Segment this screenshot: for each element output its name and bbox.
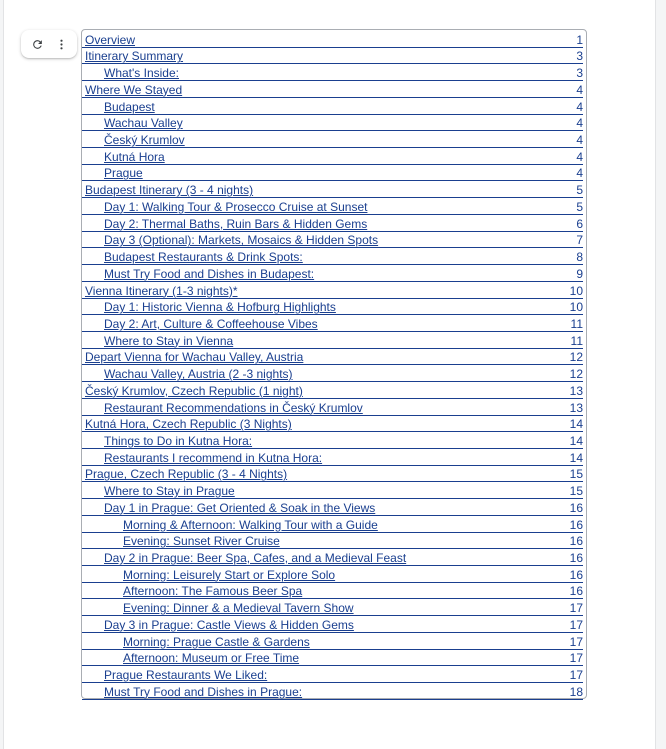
toc-entry[interactable] <box>82 466 583 483</box>
toc-entry[interactable] <box>82 416 583 433</box>
toc-entry[interactable] <box>82 432 583 449</box>
toc-entry-title[interactable]: Vienna Itinerary (1-3 nights)* <box>85 283 238 298</box>
toc-entry-title[interactable]: Prague Restaurants We Liked: <box>104 668 268 683</box>
toc-entry-title[interactable]: Český Krumlov, Czech Republic (1 night) <box>85 383 303 398</box>
toc-entry[interactable] <box>82 449 583 466</box>
toc-entry[interactable] <box>82 48 583 65</box>
toc-entry[interactable] <box>82 98 583 115</box>
more-vert-icon <box>55 38 68 51</box>
toc-entry-title[interactable]: Things to Do in Kutna Hora: <box>104 433 253 448</box>
toc-entry[interactable] <box>82 382 583 399</box>
toc-entry-title[interactable]: Where to Stay in Vienna <box>104 333 234 348</box>
toc-entry[interactable] <box>82 115 583 132</box>
toc-entry[interactable] <box>82 666 583 683</box>
toc-entry[interactable] <box>82 516 583 533</box>
toc-entry-title[interactable]: Day 2: Art, Culture & Coffeehouse Vibes <box>104 316 318 331</box>
toc-entry[interactable] <box>82 165 583 182</box>
toc-entry-title[interactable]: Day 1: Historic Vienna & Hofburg Highlights <box>104 300 336 315</box>
toc-entry[interactable] <box>82 332 583 349</box>
toc-entry-page-number[interactable]: 17 <box>569 634 583 649</box>
toc-entry-title[interactable]: Restaurant Recommendations in Český Krumlov <box>104 400 363 415</box>
toc-entry-page-number[interactable]: 16 <box>569 567 583 582</box>
toc-entry-page-number[interactable]: 5 <box>576 183 583 198</box>
toc-entry[interactable] <box>82 633 583 650</box>
toc-entry-title[interactable]: Where to Stay in Prague <box>104 484 235 499</box>
toc-entry-title[interactable]: Day 1 in Prague: Get Oriented & Soak in the Views <box>104 500 376 515</box>
toc-entry[interactable] <box>82 198 583 215</box>
toc-entry[interactable] <box>82 315 583 332</box>
toc-entry[interactable] <box>82 583 583 600</box>
toc-entry[interactable] <box>82 349 583 366</box>
toc-entry[interactable] <box>82 549 583 566</box>
toc-entry-page-number[interactable]: 15 <box>569 467 583 482</box>
document-page <box>3 0 656 749</box>
toc-entry-title[interactable]: Prague, Czech Republic (3 - 4 Nights) <box>85 467 288 482</box>
toc-entry-page-number[interactable]: 12 <box>569 367 583 382</box>
toc-entry-title[interactable]: Wachau Valley <box>104 116 183 131</box>
toc-entry[interactable] <box>82 499 583 516</box>
toc-entry[interactable] <box>82 215 583 232</box>
toc-entry-page-number[interactable]: 16 <box>569 551 583 565</box>
toc-entry-page-number[interactable]: 4 <box>576 116 583 131</box>
toc-entry-page-number[interactable]: 5 <box>576 199 583 214</box>
toc-entry[interactable] <box>82 131 583 148</box>
toc-entry-page-number[interactable]: 1 <box>576 32 583 47</box>
toc-entry-page-number[interactable]: 4 <box>576 82 583 97</box>
toc-entry-page-number[interactable]: 16 <box>569 584 583 599</box>
toc-entry-page-number[interactable]: 3 <box>576 66 583 81</box>
toc-entry-title[interactable]: Must Try Food and Dishes in Prague: <box>104 684 303 699</box>
toc-entry-title[interactable]: Prague <box>104 166 143 181</box>
toc-entry-page-number[interactable]: 12 <box>569 350 583 365</box>
toc-entry-title[interactable]: What's Inside: <box>104 66 179 81</box>
toc-entry[interactable] <box>82 64 583 81</box>
toc-entry-title[interactable]: Evening: Dinner & a Medieval Tavern Show <box>123 601 354 616</box>
toc-entry[interactable] <box>82 148 583 165</box>
toc-entry-title[interactable]: Budapest <box>104 99 155 114</box>
toc-entry-title[interactable]: Restaurants I recommend in Kutna Hora: <box>104 450 323 465</box>
toc-entry-title[interactable]: Itinerary Summary <box>85 49 184 64</box>
toc-entry[interactable] <box>82 399 583 416</box>
toc-entry[interactable] <box>82 365 583 382</box>
toc-entry-title[interactable]: Must Try Food and Dishes in Budapest: <box>104 266 315 281</box>
toc-entry[interactable] <box>82 81 583 98</box>
toc-entry[interactable] <box>82 533 583 550</box>
toc-entry-title[interactable]: Day 3 in Prague: Castle Views & Hidden Gems <box>104 617 354 632</box>
toc-entry-title[interactable]: Where We Stayed <box>85 82 183 97</box>
toc-entry-page-number[interactable]: 14 <box>569 450 583 465</box>
toc-entry-page-number[interactable]: 4 <box>576 149 583 164</box>
toc-entry-title[interactable]: Wachau Valley, Austria (2 -3 nights) <box>104 367 293 382</box>
refresh-button[interactable] <box>26 33 48 55</box>
toc-entry[interactable] <box>82 482 583 499</box>
toc-entry-page-number[interactable]: 15 <box>569 484 583 499</box>
toc-entry-page-number[interactable]: 7 <box>576 233 583 248</box>
toc-entry[interactable] <box>82 566 583 583</box>
toc-entry-page-number[interactable]: 8 <box>576 250 583 265</box>
toc-entry[interactable] <box>82 299 583 316</box>
toc-entry-title[interactable]: Overview <box>85 32 136 47</box>
more-options-button[interactable] <box>50 33 72 55</box>
toc-entry-title[interactable]: Morning: Prague Castle & Gardens <box>123 634 310 649</box>
toc-entry[interactable] <box>82 248 583 265</box>
toc-entry-title[interactable]: Kutná Hora <box>104 149 165 164</box>
toc-entry-title[interactable]: Český Krumlov <box>104 133 185 148</box>
toc-entry-page-number[interactable]: 16 <box>569 500 583 515</box>
toc-entry-title[interactable]: Kutná Hora, Czech Republic (3 Nights) <box>85 417 292 432</box>
toc-entry[interactable] <box>82 599 583 616</box>
toc-entry[interactable] <box>82 650 583 667</box>
toc-entry-page-number[interactable]: 17 <box>569 601 583 616</box>
toc-entry-page-number[interactable]: 17 <box>569 651 583 666</box>
toc-entry-title[interactable]: Afternoon: Museum or Free Time <box>123 651 300 666</box>
toc-entry[interactable] <box>82 683 583 700</box>
toc-entry-title[interactable]: Day 1: Walking Tour & Prosecco Cruise at Sunset <box>104 199 368 214</box>
toc-entry-page-number[interactable]: 16 <box>569 517 583 532</box>
toc-entry-title[interactable]: Budapest Restaurants & Drink Spots: <box>104 250 303 265</box>
toc-entry-page-number[interactable]: 13 <box>569 400 583 415</box>
toc-entry-title[interactable]: Day 3 (Optional): Markets, Mosaics & Hidden Spots <box>104 233 379 248</box>
toc-entry-title[interactable]: Day 2 in Prague: Beer Spa, Cafes, and a Medieval Feast <box>104 551 407 565</box>
toc-entry[interactable] <box>82 265 583 282</box>
toc-entry-page-number[interactable]: 14 <box>569 417 583 432</box>
toc-entry-title[interactable]: Budapest Itinerary (3 - 4 nights) <box>85 183 254 198</box>
toc-entry-page-number[interactable]: 4 <box>576 166 583 181</box>
toc-entry[interactable] <box>82 616 583 633</box>
toc-entry-title[interactable]: Morning & Afternoon: Walking Tour with a Guide <box>123 517 378 532</box>
toc-entry-page-number[interactable]: 3 <box>576 49 583 64</box>
toc-entry-page-number[interactable]: 18 <box>569 684 583 699</box>
toc-entry-page-number[interactable]: 9 <box>576 266 583 281</box>
toc-entry[interactable] <box>82 232 583 249</box>
toc-entry-page-number[interactable]: 4 <box>576 99 583 114</box>
toc-entry-page-number[interactable]: 14 <box>569 433 583 448</box>
toc-entry-title[interactable]: Morning: Leisurely Start or Explore Solo <box>123 567 336 582</box>
toc-entry-title[interactable]: Depart Vienna for Wachau Valley, Austria <box>85 350 304 365</box>
toc-entry-title[interactable]: Afternoon: The Famous Beer Spa <box>123 584 303 599</box>
toc-entry-page-number[interactable]: 11 <box>570 316 583 331</box>
table-of-contents <box>81 29 587 699</box>
toc-entry[interactable] <box>82 181 583 198</box>
toc-entry-page-number[interactable]: 10 <box>569 300 583 315</box>
toc-entry-page-number[interactable]: 11 <box>570 333 583 348</box>
toc-entry-page-number[interactable]: 4 <box>576 133 583 148</box>
toc-entry[interactable] <box>82 282 583 299</box>
toc-entry[interactable] <box>82 31 583 48</box>
toc-entry-title[interactable]: Evening: Sunset River Cruise <box>123 534 280 549</box>
toc-entry-page-number[interactable]: 17 <box>569 617 583 632</box>
refresh-icon <box>31 38 44 51</box>
toc-entry-page-number[interactable]: 10 <box>569 283 583 298</box>
toc-entry-page-number[interactable]: 13 <box>569 383 583 398</box>
toc-entry-title[interactable]: Day 2: Thermal Baths, Ruin Bars & Hidden Gems <box>104 216 368 231</box>
toc-entry-page-number[interactable]: 6 <box>576 216 583 231</box>
floating-toolbar <box>21 30 77 58</box>
toc-entry-page-number[interactable]: 17 <box>569 668 583 683</box>
toc-entry-page-number[interactable]: 16 <box>569 534 583 549</box>
